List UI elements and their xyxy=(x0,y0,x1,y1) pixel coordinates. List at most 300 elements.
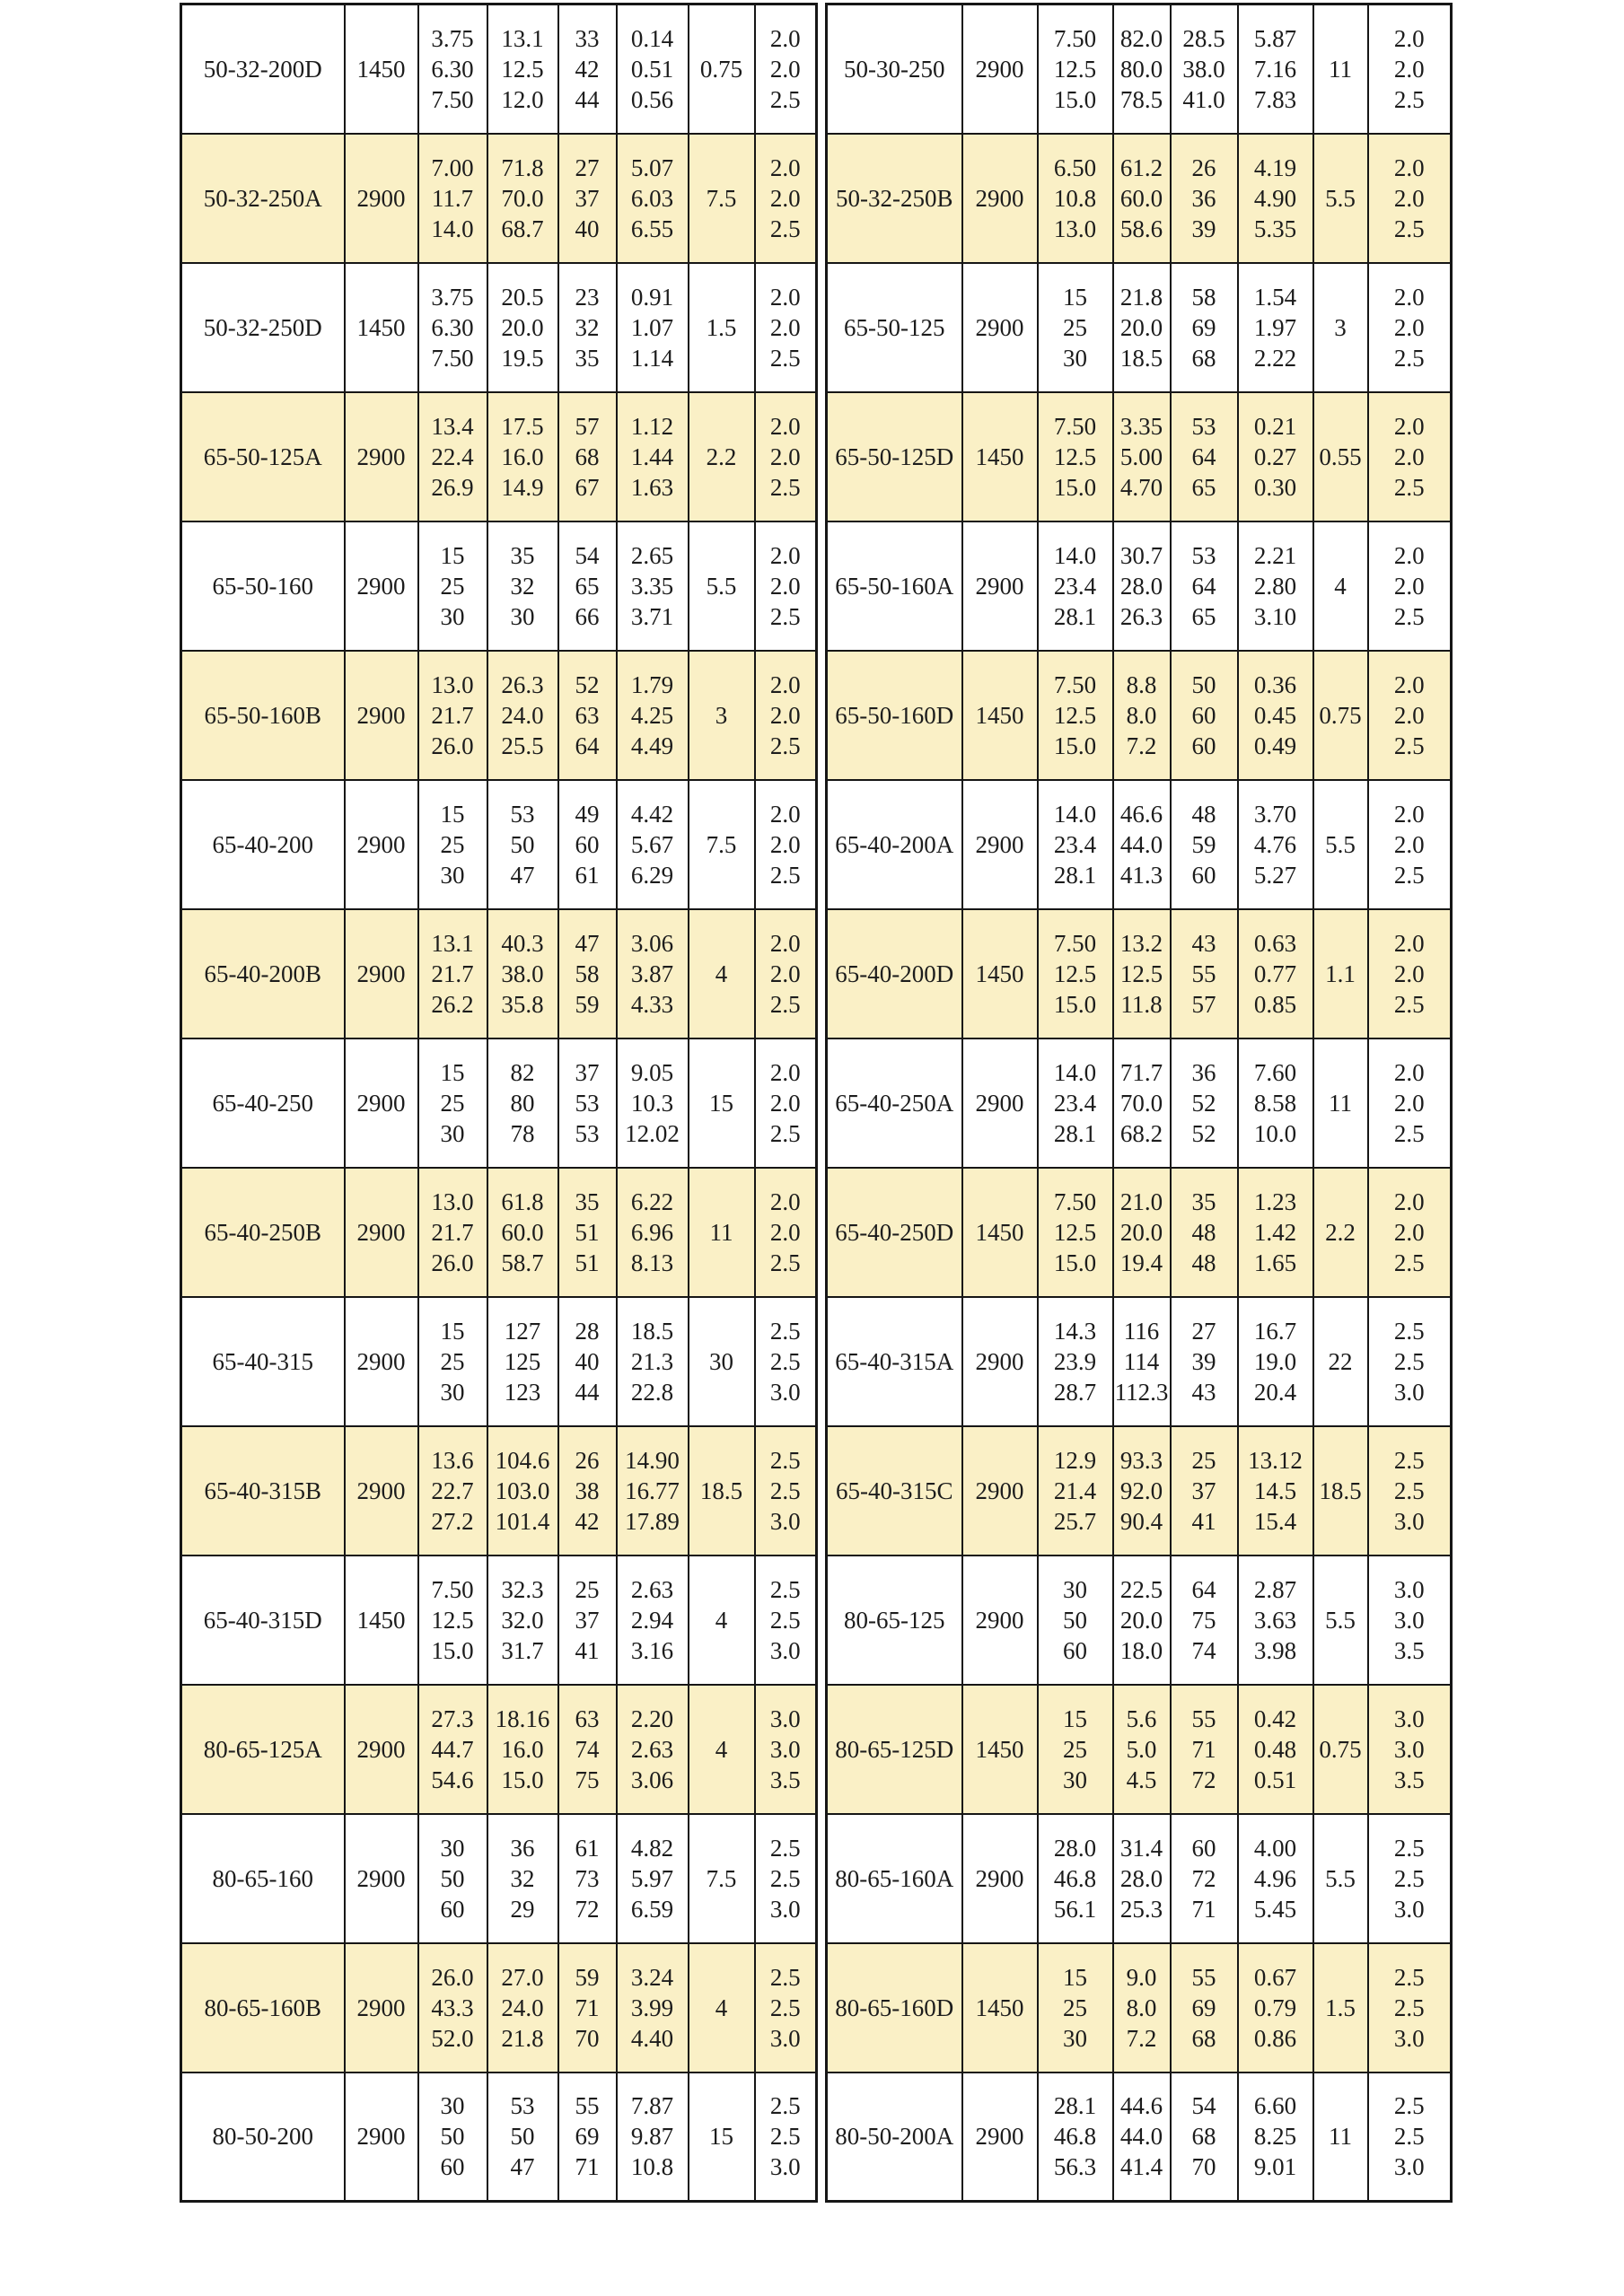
dn-cell-value: 3.5 xyxy=(1393,1766,1425,1793)
efficiency-cell-value: 72 xyxy=(1191,1864,1216,1892)
head-cell-value: 28.0 xyxy=(1119,1864,1163,1892)
head-cell xyxy=(1113,134,1171,263)
power-cell-value: 3.35 xyxy=(630,572,674,600)
flow-cell-value: 60 xyxy=(1063,1636,1087,1664)
efficiency-cell-value: 25 xyxy=(1191,1446,1216,1474)
flow-cell xyxy=(1038,134,1113,263)
dn-cell-value: 2.5 xyxy=(769,1119,801,1147)
efficiency-cell-value: 51 xyxy=(575,1218,600,1246)
speed-cell: 2900 xyxy=(962,1297,1038,1426)
power-cell-value: 2.80 xyxy=(1253,572,1297,600)
dn-cell-value: 2.0 xyxy=(769,184,801,212)
head-cell-value: 14.9 xyxy=(501,473,544,501)
dn-cell-value: 2.5 xyxy=(769,1446,801,1474)
speed-cell: 1450 xyxy=(962,1943,1038,2073)
efficiency-cell xyxy=(1171,263,1238,392)
speed-cell: 1450 xyxy=(962,1168,1038,1297)
power-cell xyxy=(617,1297,689,1426)
flow-cell-value: 7.50 xyxy=(1053,412,1097,440)
flow-cell-value: 30 xyxy=(440,1119,465,1147)
speed-cell: 1450 xyxy=(962,651,1038,780)
efficiency-cell-value: 55 xyxy=(1191,1963,1216,1991)
efficiency-cell xyxy=(558,1814,617,1943)
dn-cell xyxy=(755,521,817,651)
power-cell-value: 16.7 xyxy=(1253,1317,1297,1345)
dn-cell-value: 2.5 xyxy=(1393,990,1425,1018)
table-row xyxy=(827,1685,1452,1814)
head-cell-value: 5.00 xyxy=(1119,443,1163,470)
model-cell: 65-50-160B xyxy=(181,651,345,780)
head-cell xyxy=(487,780,558,909)
power-cell-value: 3.24 xyxy=(630,1963,674,1991)
motor-power-cell: 5.5 xyxy=(1313,1814,1368,1943)
head-cell xyxy=(1113,263,1171,392)
flow-cell-value: 30 xyxy=(1063,344,1087,372)
dn-cell xyxy=(755,1555,817,1685)
dn-cell-value: 2.0 xyxy=(1393,55,1425,83)
dn-cell-value: 2.0 xyxy=(769,443,801,470)
power-cell xyxy=(617,263,689,392)
head-cell-value: 58.6 xyxy=(1119,215,1163,242)
efficiency-cell-value: 54 xyxy=(1191,2092,1216,2120)
flow-cell-value: 15.0 xyxy=(431,1636,474,1664)
dn-cell-value: 2.5 xyxy=(1393,1119,1425,1147)
efficiency-cell-value: 44 xyxy=(575,1378,600,1406)
power-cell xyxy=(1238,4,1313,134)
dn-cell-value: 2.0 xyxy=(1393,184,1425,212)
flow-cell-value: 25 xyxy=(1063,313,1087,341)
efficiency-cell xyxy=(558,4,617,134)
efficiency-cell-value: 65 xyxy=(1191,473,1216,501)
head-cell-value: 20.0 xyxy=(501,313,544,341)
power-cell-value: 7.16 xyxy=(1253,55,1297,83)
head-cell xyxy=(1113,909,1171,1038)
head-cell xyxy=(487,1426,558,1555)
head-cell-value: 4.70 xyxy=(1119,473,1163,501)
efficiency-cell-value: 23 xyxy=(575,283,600,311)
flow-cell-value: 22.4 xyxy=(431,443,474,470)
power-cell-value: 3.16 xyxy=(630,1636,674,1664)
dn-cell-value: 2.0 xyxy=(1393,960,1425,987)
head-cell xyxy=(1113,392,1171,521)
head-cell-value: 7.2 xyxy=(1126,2024,1157,2052)
head-cell-value: 31.4 xyxy=(1119,1834,1163,1862)
motor-power-cell: 11 xyxy=(1313,1038,1368,1168)
dn-cell-value: 2.0 xyxy=(1393,572,1425,600)
power-cell xyxy=(617,780,689,909)
head-cell-value: 127 xyxy=(504,1317,541,1345)
dn-cell-value: 2.0 xyxy=(1393,1187,1425,1215)
dn-cell xyxy=(755,1814,817,1943)
pump-spec-table-right xyxy=(825,3,1453,2203)
flow-cell-value: 28.1 xyxy=(1053,2092,1097,2120)
power-cell-value: 0.49 xyxy=(1253,732,1297,759)
speed-cell: 2900 xyxy=(962,780,1038,909)
head-cell-value: 16.0 xyxy=(501,1735,544,1763)
dn-cell xyxy=(1368,263,1452,392)
power-cell-value: 5.97 xyxy=(630,1864,674,1892)
efficiency-cell-value: 59 xyxy=(1191,830,1216,858)
head-cell-value: 20.0 xyxy=(1119,1218,1163,1246)
head-cell-value: 46.6 xyxy=(1119,800,1163,828)
dn-cell-value: 2.0 xyxy=(769,313,801,341)
power-cell-value: 13.12 xyxy=(1248,1446,1303,1474)
efficiency-cell-value: 47 xyxy=(575,929,600,957)
flow-cell xyxy=(418,1168,487,1297)
power-cell xyxy=(617,1555,689,1685)
efficiency-cell-value: 55 xyxy=(1191,960,1216,987)
flow-cell xyxy=(1038,1038,1113,1168)
dn-cell-value: 3.0 xyxy=(769,2024,801,2052)
motor-power-cell: 7.5 xyxy=(689,1814,755,1943)
flow-cell-value: 25 xyxy=(440,1347,465,1375)
model-cell: 80-65-160A xyxy=(827,1814,962,1943)
dn-cell-value: 2.0 xyxy=(1393,443,1425,470)
power-cell xyxy=(617,1685,689,1814)
head-cell-value: 104.6 xyxy=(495,1446,550,1474)
flow-cell-value: 12.5 xyxy=(431,1606,474,1634)
head-cell-value: 27.0 xyxy=(501,1963,544,1991)
power-cell-value: 20.4 xyxy=(1253,1378,1297,1406)
head-cell-value: 68.7 xyxy=(501,215,544,242)
head-cell xyxy=(487,1555,558,1685)
flow-cell-value: 12.9 xyxy=(1053,1446,1097,1474)
head-cell-value: 50 xyxy=(510,830,535,858)
flow-cell xyxy=(418,909,487,1038)
efficiency-cell xyxy=(1171,651,1238,780)
head-cell xyxy=(1113,1168,1171,1297)
flow-cell-value: 30 xyxy=(440,1378,465,1406)
efficiency-cell-value: 63 xyxy=(575,701,600,729)
efficiency-cell-value: 61 xyxy=(575,861,600,889)
flow-cell-value: 14.0 xyxy=(431,215,474,242)
efficiency-cell-value: 72 xyxy=(1191,1766,1216,1793)
head-cell-value: 30.7 xyxy=(1119,541,1163,569)
speed-cell: 1450 xyxy=(345,4,418,134)
flow-cell-value: 14.0 xyxy=(1053,1058,1097,1086)
power-cell-value: 2.63 xyxy=(630,1735,674,1763)
head-cell-value: 25.5 xyxy=(501,732,544,759)
dn-cell xyxy=(755,392,817,521)
head-cell-value: 21.8 xyxy=(501,2024,544,2052)
model-cell: 65-50-125D xyxy=(827,392,962,521)
dn-cell-value: 2.0 xyxy=(1393,830,1425,858)
flow-cell-value: 25 xyxy=(440,830,465,858)
motor-power-cell: 11 xyxy=(689,1168,755,1297)
dn-cell xyxy=(1368,909,1452,1038)
dn-cell-value: 2.5 xyxy=(1393,1477,1425,1504)
dn-cell-value: 2.5 xyxy=(769,602,801,630)
flow-cell-value: 13.0 xyxy=(431,670,474,698)
dn-cell-value: 2.5 xyxy=(1393,85,1425,113)
power-cell-value: 4.42 xyxy=(630,800,674,828)
model-cell: 80-65-160B xyxy=(181,1943,345,2073)
efficiency-cell-value: 48 xyxy=(1191,1249,1216,1276)
head-cell-value: 40.3 xyxy=(501,929,544,957)
dn-cell xyxy=(755,1943,817,2073)
power-cell xyxy=(1238,1814,1313,1943)
flow-cell-value: 60 xyxy=(440,1895,465,1923)
model-cell: 65-40-315D xyxy=(181,1555,345,1685)
motor-power-cell: 3 xyxy=(689,651,755,780)
flow-cell xyxy=(1038,909,1113,1038)
flow-cell-value: 15.0 xyxy=(1053,1249,1097,1276)
power-cell-value: 3.06 xyxy=(630,1766,674,1793)
efficiency-cell-value: 70 xyxy=(1191,2153,1216,2181)
pump-spec-table-right-body xyxy=(827,4,1452,2202)
dn-cell-value: 3.0 xyxy=(1393,1606,1425,1634)
speed-cell: 2900 xyxy=(345,1297,418,1426)
efficiency-cell-value: 72 xyxy=(575,1895,600,1923)
table-row xyxy=(181,134,817,263)
flow-cell-value: 21.7 xyxy=(431,960,474,987)
head-cell-value: 13.1 xyxy=(501,24,544,52)
speed-cell: 2900 xyxy=(345,1038,418,1168)
power-cell-value: 18.5 xyxy=(630,1317,674,1345)
table-row xyxy=(827,2073,1452,2202)
flow-cell-value: 26.2 xyxy=(431,990,474,1018)
motor-power-cell: 4 xyxy=(689,909,755,1038)
head-cell xyxy=(487,263,558,392)
flow-cell-value: 44.7 xyxy=(431,1735,474,1763)
flow-cell xyxy=(1038,2073,1113,2202)
power-cell xyxy=(1238,1297,1313,1426)
speed-cell: 2900 xyxy=(345,780,418,909)
table-row xyxy=(827,263,1452,392)
dn-cell-value: 2.0 xyxy=(1393,1058,1425,1086)
flow-cell-value: 15 xyxy=(1063,283,1087,311)
power-cell-value: 0.56 xyxy=(630,85,674,113)
table-row xyxy=(827,1555,1452,1685)
speed-cell: 2900 xyxy=(962,1814,1038,1943)
dn-cell-value: 2.0 xyxy=(769,283,801,311)
efficiency-cell-value: 71 xyxy=(575,1994,600,2021)
head-cell-value: 11.8 xyxy=(1120,990,1163,1018)
dn-cell-value: 2.5 xyxy=(769,1864,801,1892)
flow-cell xyxy=(418,1297,487,1426)
head-cell xyxy=(487,392,558,521)
power-cell-value: 15.4 xyxy=(1253,1507,1297,1535)
flow-cell xyxy=(418,780,487,909)
flow-cell-value: 23.4 xyxy=(1053,1089,1097,1117)
flow-cell xyxy=(1038,1426,1113,1555)
efficiency-cell-value: 44 xyxy=(575,85,600,113)
efficiency-cell-value: 26 xyxy=(575,1446,600,1474)
head-cell-value: 53 xyxy=(510,800,535,828)
efficiency-cell-value: 68 xyxy=(1191,2024,1216,2052)
model-cell: 65-50-125 xyxy=(827,263,962,392)
efficiency-cell-value: 66 xyxy=(575,602,600,630)
head-cell xyxy=(1113,4,1171,134)
head-cell-value: 41.3 xyxy=(1119,861,1163,889)
head-cell xyxy=(1113,1814,1171,1943)
power-cell xyxy=(617,392,689,521)
head-cell-value: 50 xyxy=(510,2123,535,2151)
speed-cell: 1450 xyxy=(962,909,1038,1038)
motor-power-cell: 1.5 xyxy=(689,263,755,392)
flow-cell-value: 28.1 xyxy=(1053,602,1097,630)
head-cell-value: 32 xyxy=(510,1864,535,1892)
power-cell-value: 1.65 xyxy=(1253,1249,1297,1276)
head-cell-value: 36 xyxy=(510,1834,535,1862)
dn-cell xyxy=(1368,1943,1452,2073)
flow-cell-value: 7.50 xyxy=(1053,1187,1097,1215)
head-cell xyxy=(1113,1555,1171,1685)
efficiency-cell-value: 40 xyxy=(575,215,600,242)
dn-cell xyxy=(755,1426,817,1555)
head-cell xyxy=(1113,2073,1171,2202)
flow-cell xyxy=(418,1555,487,1685)
motor-power-cell: 4 xyxy=(689,1685,755,1814)
efficiency-cell-value: 52 xyxy=(1191,1119,1216,1147)
flow-cell-value: 30 xyxy=(1063,2024,1087,2052)
table-row xyxy=(827,1814,1452,1943)
model-cell: 65-40-315A xyxy=(827,1297,962,1426)
power-cell-value: 0.27 xyxy=(1253,443,1297,470)
flow-cell-value: 7.50 xyxy=(1053,24,1097,52)
power-cell-value: 6.59 xyxy=(630,1895,674,1923)
efficiency-cell-value: 28 xyxy=(575,1317,600,1345)
power-cell-value: 5.87 xyxy=(1253,24,1297,52)
head-cell-value: 12.0 xyxy=(501,85,544,113)
power-cell-value: 3.99 xyxy=(630,1994,674,2021)
dn-cell xyxy=(1368,134,1452,263)
table-row xyxy=(181,1814,817,1943)
motor-power-cell: 30 xyxy=(689,1297,755,1426)
flow-cell-value: 60 xyxy=(440,2153,465,2181)
dn-cell-value: 2.0 xyxy=(1393,24,1425,52)
dn-cell-value: 2.5 xyxy=(1393,2092,1425,2120)
dn-cell-value: 2.5 xyxy=(1393,215,1425,242)
model-cell: 80-65-125D xyxy=(827,1685,962,1814)
head-cell xyxy=(487,1943,558,2073)
model-cell: 50-32-250A xyxy=(181,134,345,263)
flow-cell-value: 46.8 xyxy=(1053,1864,1097,1892)
speed-cell: 2900 xyxy=(345,1685,418,1814)
table-row xyxy=(181,1168,817,1297)
efficiency-cell-value: 53 xyxy=(575,1119,600,1147)
flow-cell-value: 12.5 xyxy=(1053,701,1097,729)
dn-cell-value: 3.0 xyxy=(1393,1575,1425,1603)
flow-cell xyxy=(418,263,487,392)
flow-cell-value: 25 xyxy=(1063,1735,1087,1763)
power-cell-value: 7.83 xyxy=(1253,85,1297,113)
head-cell xyxy=(1113,651,1171,780)
dn-cell-value: 2.5 xyxy=(769,1834,801,1862)
efficiency-cell xyxy=(1171,521,1238,651)
motor-power-cell: 0.75 xyxy=(689,4,755,134)
motor-power-cell: 2.2 xyxy=(1313,1168,1368,1297)
head-cell-value: 5.0 xyxy=(1126,1735,1157,1763)
power-cell xyxy=(1238,1168,1313,1297)
power-cell xyxy=(617,4,689,134)
power-cell-value: 0.51 xyxy=(1253,1766,1297,1793)
table-row xyxy=(827,1168,1452,1297)
efficiency-cell-value: 61 xyxy=(575,1834,600,1862)
speed-cell: 2900 xyxy=(345,392,418,521)
table-row xyxy=(181,1685,817,1814)
motor-power-cell: 0.55 xyxy=(1313,392,1368,521)
power-cell xyxy=(1238,392,1313,521)
dn-cell xyxy=(1368,1426,1452,1555)
dn-cell-value: 2.5 xyxy=(769,1963,801,1991)
speed-cell: 2900 xyxy=(962,521,1038,651)
flow-cell-value: 25 xyxy=(440,572,465,600)
motor-power-cell: 5.5 xyxy=(1313,134,1368,263)
efficiency-cell-value: 74 xyxy=(575,1735,600,1763)
efficiency-cell xyxy=(558,1168,617,1297)
head-cell-value: 7.2 xyxy=(1126,732,1157,759)
head-cell-value: 20.0 xyxy=(1119,313,1163,341)
efficiency-cell xyxy=(1171,1168,1238,1297)
efficiency-cell-value: 53 xyxy=(1191,412,1216,440)
power-cell-value: 9.01 xyxy=(1253,2153,1297,2181)
power-cell xyxy=(1238,909,1313,1038)
efficiency-cell-value: 48 xyxy=(1191,800,1216,828)
power-cell-value: 4.49 xyxy=(630,732,674,759)
model-cell: 65-40-315 xyxy=(181,1297,345,1426)
table-row xyxy=(181,1426,817,1555)
pump-spec-table-left-body xyxy=(181,4,817,2202)
dn-cell-value: 3.5 xyxy=(1393,1636,1425,1664)
power-cell-value: 2.21 xyxy=(1253,541,1297,569)
flow-cell-value: 25.7 xyxy=(1053,1507,1097,1535)
dn-cell-value: 2.5 xyxy=(1393,1864,1425,1892)
dn-cell xyxy=(755,4,817,134)
flow-cell-value: 46.8 xyxy=(1053,2123,1097,2151)
efficiency-cell xyxy=(558,392,617,521)
power-cell-value: 3.10 xyxy=(1253,602,1297,630)
head-cell-value: 35 xyxy=(510,541,535,569)
flow-cell-value: 12.5 xyxy=(1053,443,1097,470)
efficiency-cell xyxy=(1171,134,1238,263)
flow-cell-value: 3.75 xyxy=(431,24,474,52)
dn-cell-value: 2.5 xyxy=(1393,1347,1425,1375)
model-cell: 65-50-160D xyxy=(827,651,962,780)
dn-cell-value: 2.5 xyxy=(1393,473,1425,501)
power-cell-value: 6.60 xyxy=(1253,2092,1297,2120)
dn-cell xyxy=(755,1038,817,1168)
dn-cell xyxy=(1368,2073,1452,2202)
efficiency-cell-value: 35 xyxy=(575,344,600,372)
head-cell-value: 92.0 xyxy=(1119,1477,1163,1504)
flow-cell-value: 11.7 xyxy=(431,184,474,212)
flow-cell-value: 28.0 xyxy=(1053,1834,1097,1862)
dn-cell-value: 2.0 xyxy=(769,1218,801,1246)
head-cell xyxy=(487,134,558,263)
dn-cell-value: 2.0 xyxy=(769,572,801,600)
power-cell-value: 10.3 xyxy=(630,1089,674,1117)
speed-cell: 2900 xyxy=(345,909,418,1038)
head-cell-value: 82.0 xyxy=(1119,24,1163,52)
head-cell-value: 18.5 xyxy=(1119,344,1163,372)
flow-cell-value: 21.4 xyxy=(1053,1477,1097,1504)
efficiency-cell-value: 57 xyxy=(1191,990,1216,1018)
efficiency-cell-value: 35 xyxy=(575,1187,600,1215)
flow-cell-value: 13.6 xyxy=(431,1446,474,1474)
flow-cell-value: 30 xyxy=(1063,1575,1087,1603)
model-cell: 65-40-250D xyxy=(827,1168,962,1297)
efficiency-cell-value: 65 xyxy=(1191,602,1216,630)
model-cell: 65-40-200 xyxy=(181,780,345,909)
dn-cell xyxy=(1368,1555,1452,1685)
power-cell-value: 0.48 xyxy=(1253,1735,1297,1763)
motor-power-cell: 2.2 xyxy=(689,392,755,521)
flow-cell-value: 27.3 xyxy=(431,1704,474,1732)
power-cell xyxy=(617,1168,689,1297)
flow-cell-value: 21.7 xyxy=(431,1218,474,1246)
table-row xyxy=(827,909,1452,1038)
